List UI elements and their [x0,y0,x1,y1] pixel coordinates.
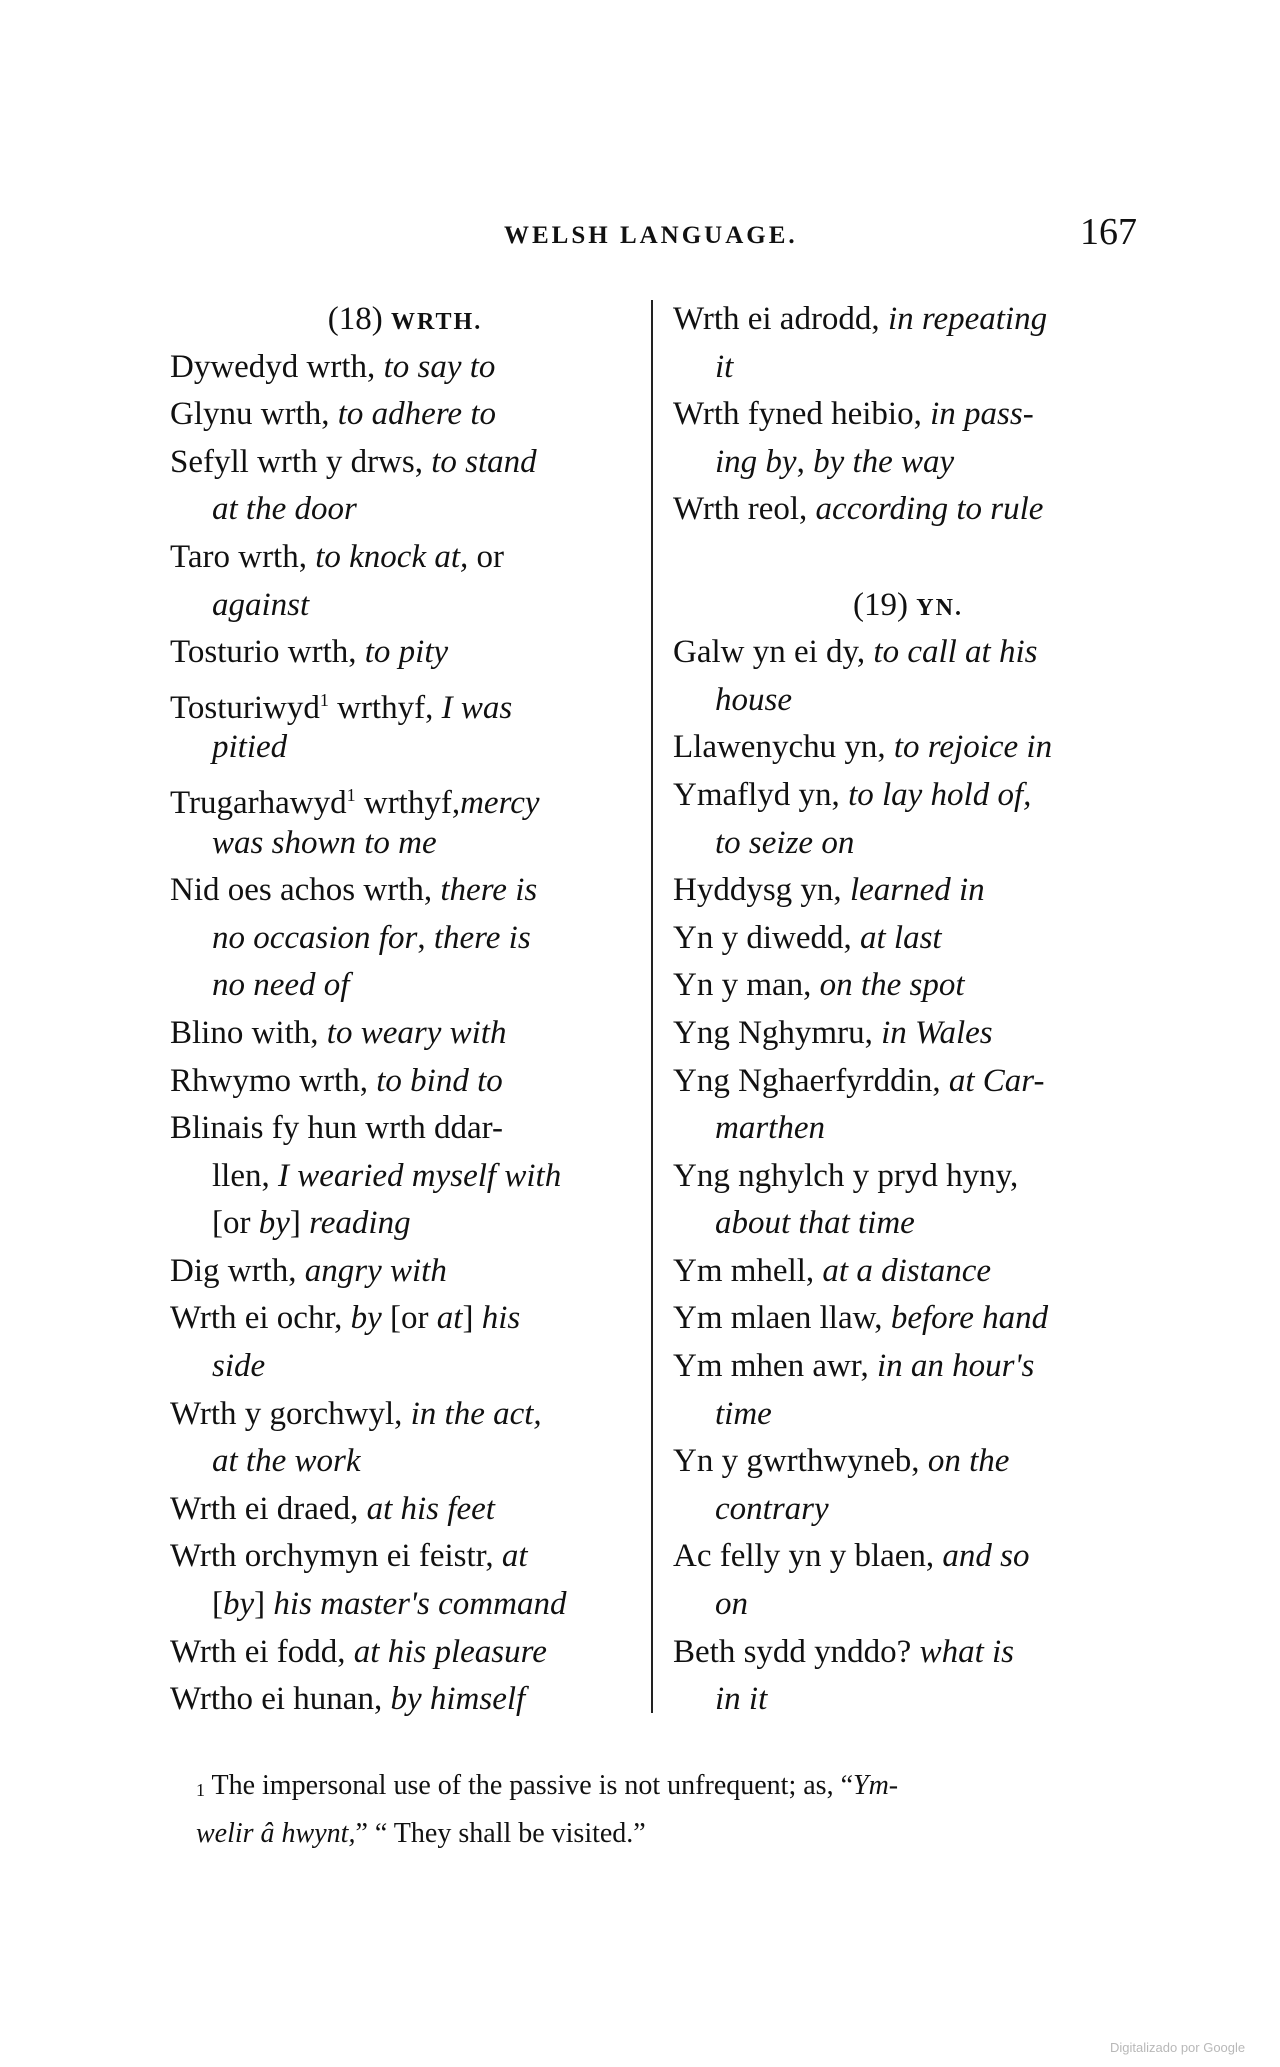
entry-line: Yng nghylch y pryd hyny, [673,1157,1019,1194]
running-title: WELSH LANGUAGE. [504,222,798,249]
entry-line: no need of [212,967,350,1004]
entry-line: on [715,1586,748,1623]
entry-line: side [212,1348,266,1385]
entry-line: Ac felly yn y blaen, and so [673,1538,1030,1575]
entry-line: Tosturio wrth, to pity [170,634,449,671]
entry-line: Blinais fy hun wrth ddar- [170,1110,503,1147]
entry-line: Yn y man, on the spot [673,967,965,1004]
entry-line: Trugarhawyd$^1$ wrthyf,mercy [170,784,540,821]
entry-line: Wrth y gorchwyl, in the act, [170,1395,542,1432]
entry-line: in it [715,1681,768,1718]
entry-line: Dig wrth, angry with [170,1252,447,1289]
entry-line: contrary [715,1490,829,1527]
entry-line: Sefyll wrth y drws, to stand [170,443,537,480]
entry-line: it [715,348,734,385]
entry-line: house [715,681,792,718]
entry-line: Wrth ei ochr, by [or at] his [170,1300,521,1337]
entry-line: at the work [212,1443,361,1480]
entry-line: marthen [715,1110,825,1147]
entry-line: Ym mhell, at a distance [673,1252,992,1289]
entry-line: Wrth orchymyn ei feistr, at [170,1538,528,1575]
entry-line: no occasion for, there is [212,919,531,956]
entry-line: Wrth ei fodd, at his pleasure [170,1633,547,1670]
entry-line: Wrth ei adrodd, in repeating [673,301,1048,337]
section-heading-wrth: (18) WRTH. [327,301,483,337]
entry-line: Llawenychu yn, to rejoice in [673,729,1053,766]
entry-line: Glynu wrth, to adhere to [170,396,496,433]
entry-line: Ym mhen awr, in an hour's [673,1348,1035,1385]
left-column [170,296,640,1724]
digitization-watermark: Digitalizado por Google [1110,2040,1246,2055]
entry-line: Yng Nghymru, in Wales [673,1014,993,1051]
footnote: $^1$ The impersonal use of the passive is not unfrequent; as, “Ym- welir â hwynt,” “ They shall be visited.” [196,1770,899,1849]
entry-line: Tosturiwyd$^1$ wrthyf, I was [170,689,513,726]
entry-line: [or by] reading [212,1205,411,1242]
page-number: 167 [1080,211,1137,253]
entry-line: Hyddysg yn, learned in [673,872,985,909]
entry-line: Wrth reol, according to rule [673,491,1044,528]
entry-line: time [715,1395,772,1432]
entry-line: against [212,586,310,623]
entry-line: Yn y diwedd, at last [673,919,942,956]
entry-line: ing by, by the way [715,443,955,480]
entry-line: Nid oes achos wrth, there is [170,872,538,909]
right-column [673,296,1143,1724]
entry-line: Beth sydd ynddo? what is [673,1633,1015,1670]
entry-line: Yng Nghaerfyrddin, at Car- [673,1062,1045,1099]
entry-line: Dywedyd wrth, to say to [170,348,496,385]
entry-line: Wrth ei draed, at his feet [170,1490,495,1527]
entry-line: Wrtho ei hunan, by himself [170,1681,526,1718]
entry-line: pitied [212,729,288,766]
entry-line: Galw yn ei dy, to call at his [673,634,1038,671]
entry-line: Blino with, to weary with [170,1014,507,1051]
entry-line: Yn y gwrthwyneb, on the [673,1443,1010,1480]
column-divider [651,300,653,1713]
entry-line: Rhwymo wrth, to bind to [170,1062,503,1099]
entry-line: Ym mlaen llaw, before hand [673,1300,1049,1337]
entry-line: was shown to me [212,824,437,861]
entry-line: to seize on [715,824,855,861]
section-heading-yn: (19) YN. [853,586,963,623]
entry-line: about that time [715,1205,915,1242]
entry-line: Taro wrth, to knock at, or [170,538,505,575]
entry-line: Ymaflyd yn, to lay hold of, [673,776,1032,813]
entry-line: Wrth fyned heibio, in pass- [673,396,1034,433]
page-header [0,210,1280,260]
entry-line: llen, I wearied myself with [212,1157,562,1194]
entry-line: [by] his master's command [212,1586,567,1623]
footnote-mark: 1 [196,1780,205,1800]
section-gap [673,534,1143,582]
entry-line: at the door [212,491,357,528]
